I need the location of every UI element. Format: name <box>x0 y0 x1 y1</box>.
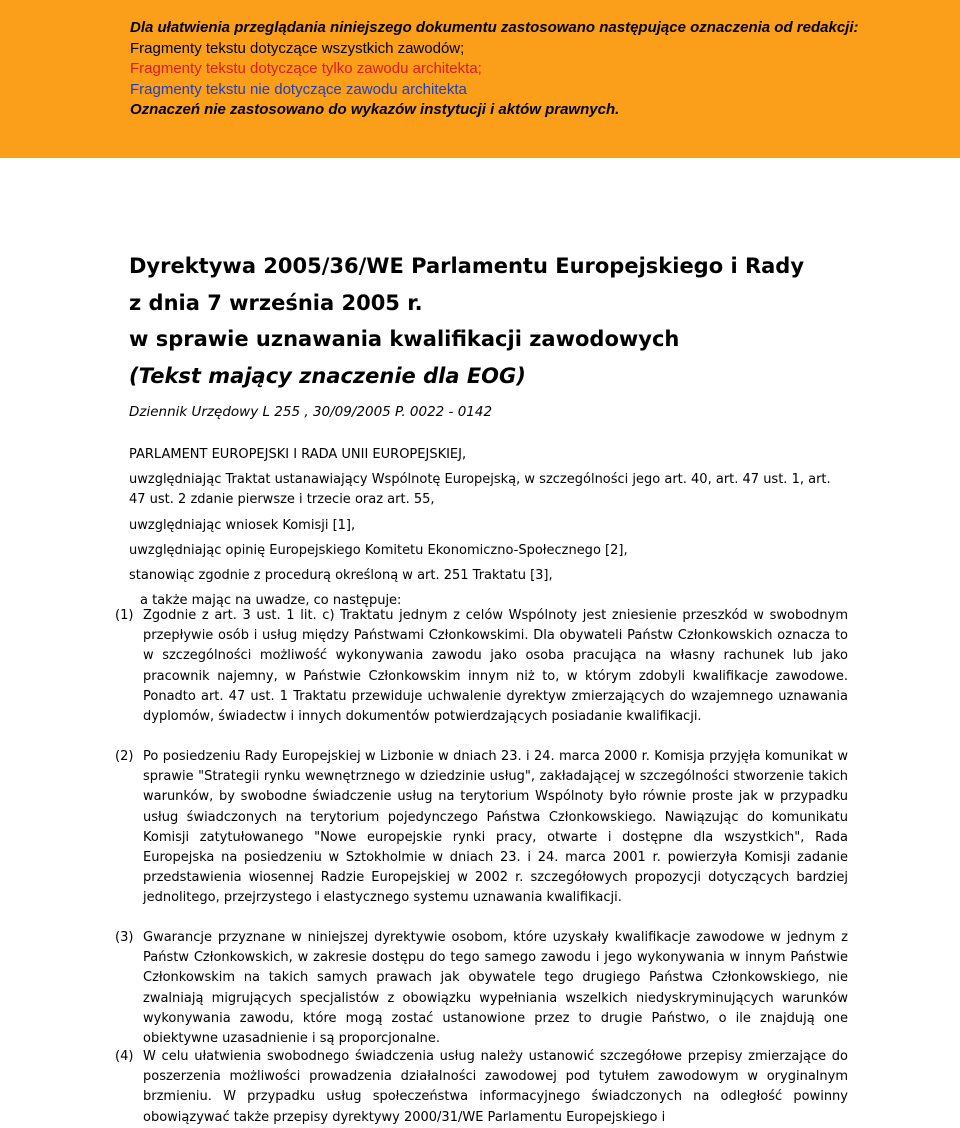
directive-date: z dnia 7 września 2005 r. <box>129 290 423 315</box>
recital-3 <box>115 928 848 1049</box>
recital-number: (1) <box>115 608 134 623</box>
legend-architect-only: Fragmenty tekstu dotyczące tylko zawodu architekta; <box>130 60 482 77</box>
preamble-procedure: stanowiąc zgodnie z procedurą określoną w art. 251 Traktatu [3], <box>129 568 553 584</box>
preamble-treaty: uwzględniając Traktat ustanawiający Wspólnotę Europejską, w szczególności jego art. 40, art. 47 ust. 1, art. 47 ust. 2 zdanie pierwsze i trzecie oraz art. 55, <box>129 472 831 508</box>
legend-note: Oznaczeń nie zastosowano do wykazów instytucji i aktów prawnych. <box>130 101 620 118</box>
recital-1 <box>115 606 848 727</box>
preamble <box>129 445 847 611</box>
eea-relevance: (Tekst mający znaczenie dla EOG) <box>129 363 526 388</box>
recital-text: Zgodnie z art. 3 ust. 1 lit. c) Traktatu jednym z celów Wspólnoty jest zniesienie przeszkód w swobodnym przepływie osób i usług między Państwami Członkowskimi. Dla obywateli Państw Członkowskich oznacza to w szczególności możliwość wykonywania zawodu jako osoba pracująca na własny rachunek lub jako pracownik najemny, w Państwie Członkowskim innym niż to, w którym zdobyli kwalifikacje zawodowe. Ponadto art. 47 ust. 1 Traktatu przewiduje uchwalenie dyrektyw zmierzających do wzajemnego uznawania dyplomów, świadectw i innych dokumentów potwierdzających posiadanie kwalifikacji. <box>143 608 848 725</box>
preamble-proposal: uwzględniając wniosek Komisji [1], <box>129 517 356 533</box>
legend-not-architect: Fragmenty tekstu nie dotyczące zawodu architekta <box>130 80 467 98</box>
recital-number: (3) <box>115 930 134 945</box>
journal-reference: Dziennik Urzędowy L 255 , 30/09/2005 P. 0022 - 0142 <box>129 404 493 420</box>
directive-title: Dyrektywa 2005/36/WE Parlamentu Europejskiego i Rady <box>129 254 805 278</box>
document-header <box>129 248 929 420</box>
recital-4 <box>115 1047 848 1128</box>
recital-number: (4) <box>115 1049 134 1064</box>
directive-subject: w sprawie uznawania kwalifikacji zawodowych <box>129 327 680 351</box>
preamble-whereas: a także mając na uwadze, co następuje: <box>140 593 402 609</box>
preamble-opinion: uwzględniając opinię Europejskiego Komitetu Ekonomiczno-Społecznego [2], <box>129 542 628 558</box>
recital-text: Gwarancje przyznane w niniejszej dyrektywie osobom, które uzyskały kwalifikacje zawodowe w jednym z Państw Członkowskich, w zakresie dostępu do tego samego zawodu i jego wykonywania w innym Państwie Członkowskim na takich samych prawach jak obywatele tego drugiego Państwa Członkowskiego, nie zwalniają migrujących specjalistów z obowiązku wypełniania wszelkich niedyskryminujących warunków wykonywania zawodu, które mogą zostać ustanowione przez to drugie Państwo, o ile znajdują one obiektywne uzasadnienie i są proporcjonalne. <box>143 930 848 1047</box>
recital-text: W celu ułatwienia swobodnego świadczenia usług należy ustanowić szczegółowe przepisy zmierzające do poszerzenia możliwości prowadzenia działalności zawodowej pod tytułem zawodowym w oryginalnym brzmieniu. W przypadku usług społeczeństwa informacyjnego świadczonych na odległość powinny obowiązywać także przepisy dyrektywy 2000/31/WE Parlamentu Europejskiego i <box>143 1049 848 1125</box>
legend-all-professions: Fragmenty tekstu dotyczące wszystkich zawodów; <box>130 39 465 57</box>
legend-intro: Dla ułatwienia przeglądania niniejszego dokumentu zastosowano następujące oznaczenia od redakcji: <box>130 19 859 36</box>
recital-text: Po posiedzeniu Rady Europejskiej w Lizbonie w dniach 23. i 24. marca 2000 r. Komisja przyjęła komunikat w sprawie "Strategii rynku wewnętrznego w dziedzinie usług", zakładającej w szczególności stworzenie takich warunków, by swobodne świadczenie usług na terytorium Wspólnoty było równie proste jak w przypadku usług świadczonych na terytorium pojedynczego Państwa Członkowskiego. Nawiązując do komunikatu Komisji zatytułowanego "Nowe europejskie rynki pracy, otwarte i dostępne dla wszystkich", Rada Europejska na posiedzeniu w Sztokholmie w dniach 23. i 24. marca 2001 r. powierzyła Komisji zadanie przedstawienia wiosennej Radzie Europejskiej w 2002 r. szczegółowych propozycji dotyczących bardziej jednolitego, przejrzystego i elastycznego systemu uznawania kwalifikacji. <box>143 749 848 906</box>
preamble-parliament: PARLAMENT EUROPEJSKI I RADA UNII EUROPEJSKIEJ, <box>129 447 467 462</box>
editorial-legend-banner <box>0 0 960 158</box>
recital-2 <box>115 747 848 909</box>
recital-number: (2) <box>115 749 134 764</box>
